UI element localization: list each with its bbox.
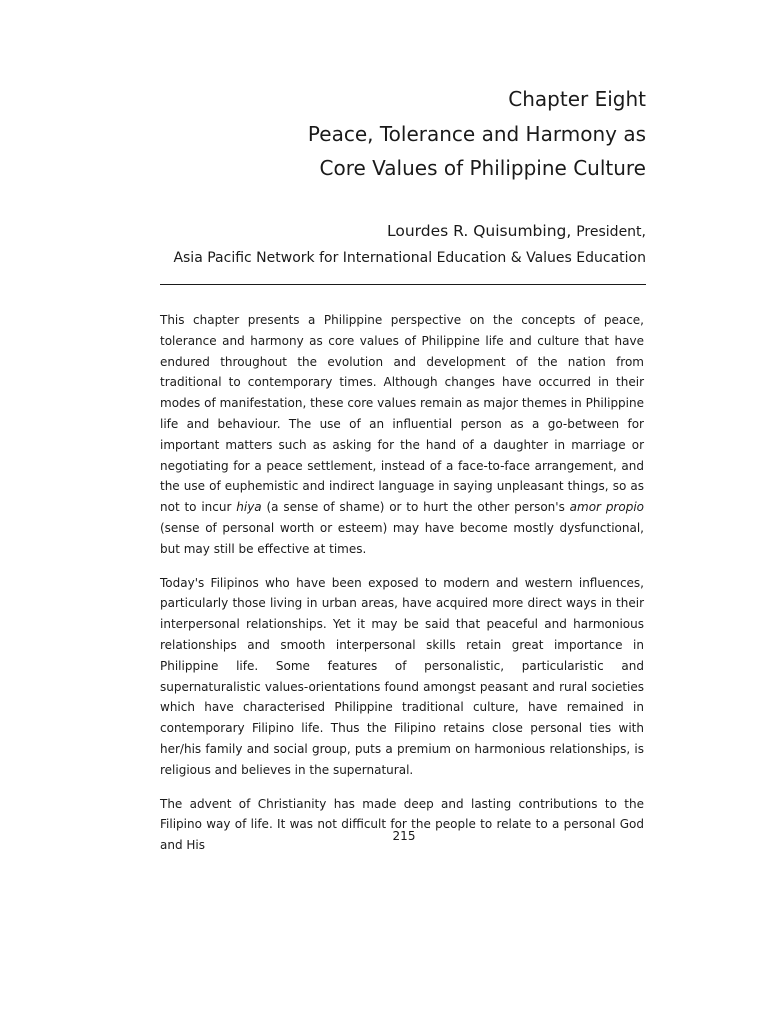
- chapter-title-block: [308, 82, 646, 186]
- paragraph-text: Today's Filipinos who have been exposed to modern and western influences, particularly those living in urban areas, have acquired more direct ways in their interpersonal relationships. Yet it may be said that peaceful and harmonious relationships and smooth interpersonal skills retain great importance in Philippine life. Some features of personalistic, particularistic and supernaturalistic values-orientations found amongst peasant and rural societies which have characterised Philippine traditional culture, have remained in contemporary Filipino life. Thus the Filipino retains close personal ties with her/his family and social group, puts a premium on harmonious relationships, is religious and believes in the supernatural.: [160, 575, 644, 777]
- author-role: President,: [576, 224, 646, 240]
- italic-term: hiya: [236, 500, 262, 515]
- chapter-title-line-2: Core Values of Philippine Culture: [319, 156, 646, 180]
- author-byline: [173, 218, 646, 245]
- page-number: 215: [392, 829, 416, 843]
- chapter-body: [160, 310, 644, 869]
- body-paragraph: [160, 794, 644, 856]
- author-block: [173, 218, 646, 271]
- chapter-number: Chapter Eight: [508, 87, 646, 111]
- body-paragraph: [160, 573, 644, 781]
- paragraph-text: This chapter presents a Philippine perspective on the concepts of peace, tolerance and harmony as core values of Philippine life and culture that have endured throughout the evolution and development of the nation from traditional to contemporary times. Although changes have occurred in their modes of manifestation, these core values remain as major themes in Philippine life and behaviour. The use of an influential person as a go-between for important matters such as asking for the hand of a daughter in marriage or negotiating for a peace settlement, instead of a face-to-face arrangement, and the use of euphemistic and indirect language in saying unpleasant things, so as not to incur: [160, 313, 644, 515]
- paragraph-text: The advent of Christianity has made deep and lasting contributions to the Filipino way of life. It was not difficult for the people to relate to a personal God and His: [160, 796, 644, 853]
- paragraph-text: (a sense of shame) or to hurt the other person's: [261, 500, 570, 515]
- paragraph-text: (sense of personal worth or esteem) may have become mostly dysfunctional, but may still be effective at times.: [160, 520, 644, 556]
- author-name: Lourdes R. Quisumbing,: [387, 222, 572, 240]
- italic-term: amor propio: [569, 500, 644, 515]
- author-affiliation: Asia Pacific Network for International Education & Values Education: [173, 250, 646, 266]
- header-divider: [160, 284, 646, 285]
- body-paragraph: [160, 310, 644, 560]
- chapter-title-line-1: Peace, Tolerance and Harmony as: [307, 121, 646, 146]
